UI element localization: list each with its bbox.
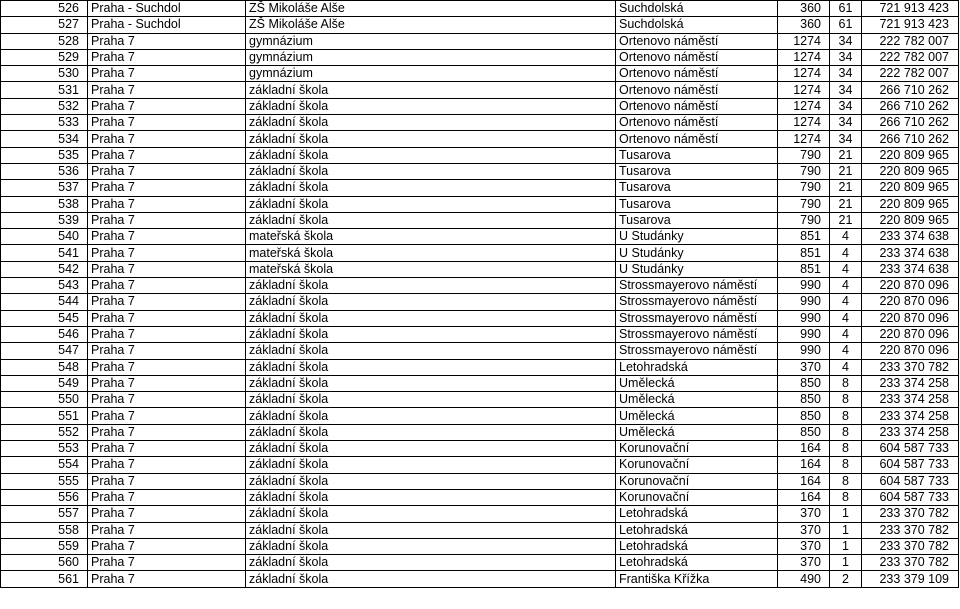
- table-row: [1, 245, 959, 261]
- orientation-number-cell[interactable]: 34: [830, 131, 862, 147]
- orientation-number-cell[interactable]: 34: [830, 66, 862, 82]
- street-cell[interactable]: U Studánky: [616, 245, 778, 261]
- row-number-cell[interactable]: 558: [1, 522, 88, 538]
- school-type-cell[interactable]: základní škola: [246, 522, 616, 538]
- district-cell[interactable]: Praha 7: [88, 424, 246, 440]
- school-type-cell[interactable]: základní škola: [246, 375, 616, 391]
- house-number-cell[interactable]: 851: [778, 261, 830, 277]
- table-row: [1, 212, 959, 228]
- school-type-cell[interactable]: základní škola: [246, 538, 616, 554]
- house-number-cell[interactable]: 164: [778, 441, 830, 457]
- phone-cell[interactable]: 604 587 733: [862, 441, 959, 457]
- phone-cell[interactable]: 721 913 423: [862, 1, 959, 17]
- street-cell[interactable]: Letohradská: [616, 538, 778, 554]
- house-number-cell[interactable]: 990: [778, 310, 830, 326]
- district-cell[interactable]: Praha 7: [88, 441, 246, 457]
- orientation-number-cell[interactable]: 4: [830, 229, 862, 245]
- street-cell[interactable]: Tusarova: [616, 212, 778, 228]
- orientation-number-cell[interactable]: 34: [830, 33, 862, 49]
- street-cell[interactable]: Ortenovo náměstí: [616, 49, 778, 65]
- house-number-cell[interactable]: 164: [778, 489, 830, 505]
- street-cell[interactable]: Umělecká: [616, 424, 778, 440]
- district-cell[interactable]: Praha 7: [88, 229, 246, 245]
- district-cell[interactable]: Praha 7: [88, 310, 246, 326]
- school-type-cell[interactable]: ZŠ Mikoláše Alše: [246, 1, 616, 17]
- row-number-cell[interactable]: 529: [1, 49, 88, 65]
- row-number-cell[interactable]: 530: [1, 66, 88, 82]
- orientation-number-cell[interactable]: 8: [830, 424, 862, 440]
- school-type-cell[interactable]: základní škola: [246, 98, 616, 114]
- district-cell[interactable]: Praha 7: [88, 522, 246, 538]
- house-number-cell[interactable]: 164: [778, 457, 830, 473]
- street-cell[interactable]: Strossmayerovo náměstí: [616, 278, 778, 294]
- district-cell[interactable]: Praha 7: [88, 163, 246, 179]
- orientation-number-cell[interactable]: 4: [830, 359, 862, 375]
- street-cell[interactable]: Strossmayerovo náměstí: [616, 326, 778, 342]
- school-type-cell[interactable]: základní škola: [246, 506, 616, 522]
- school-type-cell[interactable]: základní škola: [246, 326, 616, 342]
- table-row: [1, 375, 959, 391]
- district-cell[interactable]: Praha 7: [88, 131, 246, 147]
- phone-cell[interactable]: 233 374 258: [862, 424, 959, 440]
- street-cell[interactable]: Korunovační: [616, 473, 778, 489]
- row-number-cell[interactable]: 540: [1, 229, 88, 245]
- house-number-cell[interactable]: 990: [778, 278, 830, 294]
- district-cell[interactable]: Praha 7: [88, 115, 246, 131]
- row-number-cell[interactable]: 543: [1, 278, 88, 294]
- district-cell[interactable]: Praha 7: [88, 571, 246, 587]
- phone-cell[interactable]: 220 870 096: [862, 310, 959, 326]
- house-number-cell[interactable]: 1274: [778, 66, 830, 82]
- street-cell[interactable]: Ortenovo náměstí: [616, 131, 778, 147]
- phone-cell[interactable]: 604 587 733: [862, 489, 959, 505]
- house-number-cell[interactable]: 790: [778, 212, 830, 228]
- school-type-cell[interactable]: mateřská škola: [246, 261, 616, 277]
- phone-cell[interactable]: 220 870 096: [862, 278, 959, 294]
- district-cell[interactable]: Praha 7: [88, 66, 246, 82]
- row-number-cell[interactable]: 538: [1, 196, 88, 212]
- orientation-number-cell[interactable]: 34: [830, 82, 862, 98]
- district-cell[interactable]: Praha 7: [88, 359, 246, 375]
- district-cell[interactable]: Praha 7: [88, 392, 246, 408]
- district-cell[interactable]: Praha 7: [88, 147, 246, 163]
- row-number-cell[interactable]: 547: [1, 343, 88, 359]
- district-cell[interactable]: Praha 7: [88, 196, 246, 212]
- table-row: [1, 310, 959, 326]
- street-cell[interactable]: Tusarova: [616, 163, 778, 179]
- district-cell[interactable]: Praha 7: [88, 489, 246, 505]
- house-number-cell[interactable]: 790: [778, 180, 830, 196]
- row-number-cell[interactable]: 545: [1, 310, 88, 326]
- house-number-cell[interactable]: 851: [778, 245, 830, 261]
- orientation-number-cell[interactable]: 4: [830, 326, 862, 342]
- table-row: [1, 1, 959, 17]
- table-row: [1, 473, 959, 489]
- phone-cell[interactable]: 233 370 782: [862, 555, 959, 571]
- orientation-number-cell[interactable]: 21: [830, 180, 862, 196]
- row-number-cell[interactable]: 526: [1, 1, 88, 17]
- school-type-cell[interactable]: základní škola: [246, 489, 616, 505]
- row-number-cell[interactable]: 539: [1, 212, 88, 228]
- school-type-cell[interactable]: základní škola: [246, 555, 616, 571]
- street-cell[interactable]: Ortenovo náměstí: [616, 66, 778, 82]
- orientation-number-cell[interactable]: 1: [830, 555, 862, 571]
- table-row: [1, 82, 959, 98]
- district-cell[interactable]: Praha 7: [88, 506, 246, 522]
- house-number-cell[interactable]: 1274: [778, 82, 830, 98]
- row-number-cell[interactable]: 532: [1, 98, 88, 114]
- district-cell[interactable]: Praha 7: [88, 375, 246, 391]
- street-cell[interactable]: U Studánky: [616, 229, 778, 245]
- orientation-number-cell[interactable]: 8: [830, 441, 862, 457]
- street-cell[interactable]: Ortenovo náměstí: [616, 82, 778, 98]
- orientation-number-cell[interactable]: 34: [830, 115, 862, 131]
- phone-cell[interactable]: 266 710 262: [862, 98, 959, 114]
- table-row: [1, 49, 959, 65]
- phone-cell[interactable]: 220 870 096: [862, 343, 959, 359]
- house-number-cell[interactable]: 790: [778, 147, 830, 163]
- school-type-cell[interactable]: gymnázium: [246, 33, 616, 49]
- street-cell[interactable]: U Studánky: [616, 261, 778, 277]
- school-type-cell[interactable]: základní škola: [246, 115, 616, 131]
- district-cell[interactable]: Praha 7: [88, 245, 246, 261]
- district-cell[interactable]: Praha 7: [88, 82, 246, 98]
- school-type-cell[interactable]: gymnázium: [246, 66, 616, 82]
- phone-cell[interactable]: 266 710 262: [862, 82, 959, 98]
- house-number-cell[interactable]: 850: [778, 392, 830, 408]
- school-type-cell[interactable]: základní škola: [246, 457, 616, 473]
- house-number-cell[interactable]: 370: [778, 359, 830, 375]
- district-cell[interactable]: Praha 7: [88, 343, 246, 359]
- house-number-cell[interactable]: 490: [778, 571, 830, 587]
- row-number-cell[interactable]: 560: [1, 555, 88, 571]
- phone-cell[interactable]: 233 374 638: [862, 261, 959, 277]
- phone-cell[interactable]: 222 782 007: [862, 66, 959, 82]
- street-cell[interactable]: Korunovační: [616, 489, 778, 505]
- street-cell[interactable]: Umělecká: [616, 375, 778, 391]
- phone-cell[interactable]: 222 782 007: [862, 49, 959, 65]
- school-type-cell[interactable]: základní škola: [246, 359, 616, 375]
- district-cell[interactable]: Praha 7: [88, 261, 246, 277]
- house-number-cell[interactable]: 990: [778, 294, 830, 310]
- district-cell[interactable]: Praha 7: [88, 98, 246, 114]
- house-number-cell[interactable]: 790: [778, 163, 830, 179]
- orientation-number-cell[interactable]: 8: [830, 489, 862, 505]
- table-row: [1, 131, 959, 147]
- house-number-cell[interactable]: 850: [778, 408, 830, 424]
- row-number-cell[interactable]: 534: [1, 131, 88, 147]
- phone-cell[interactable]: 233 370 782: [862, 506, 959, 522]
- row-number-cell[interactable]: 561: [1, 571, 88, 587]
- phone-cell[interactable]: 266 710 262: [862, 115, 959, 131]
- street-cell[interactable]: Strossmayerovo náměstí: [616, 294, 778, 310]
- district-cell[interactable]: Praha - Suchdol: [88, 1, 246, 17]
- house-number-cell[interactable]: 990: [778, 343, 830, 359]
- house-number-cell[interactable]: 370: [778, 538, 830, 554]
- phone-cell[interactable]: 220 809 965: [862, 163, 959, 179]
- house-number-cell[interactable]: 1274: [778, 115, 830, 131]
- row-number-cell[interactable]: 535: [1, 147, 88, 163]
- table-row: [1, 66, 959, 82]
- school-type-cell[interactable]: základní škola: [246, 392, 616, 408]
- orientation-number-cell[interactable]: 4: [830, 343, 862, 359]
- row-number-cell[interactable]: 555: [1, 473, 88, 489]
- phone-cell[interactable]: 220 809 965: [862, 180, 959, 196]
- street-cell[interactable]: Suchdolská: [616, 1, 778, 17]
- table-row: [1, 17, 959, 33]
- table-row: [1, 278, 959, 294]
- row-number-cell[interactable]: 557: [1, 506, 88, 522]
- orientation-number-cell[interactable]: 4: [830, 261, 862, 277]
- table-row: [1, 147, 959, 163]
- district-cell[interactable]: Praha 7: [88, 326, 246, 342]
- school-type-cell[interactable]: mateřská škola: [246, 229, 616, 245]
- row-number-cell[interactable]: 550: [1, 392, 88, 408]
- orientation-number-cell[interactable]: 8: [830, 375, 862, 391]
- row-number-cell[interactable]: 544: [1, 294, 88, 310]
- district-cell[interactable]: Praha 7: [88, 49, 246, 65]
- district-cell[interactable]: Praha 7: [88, 33, 246, 49]
- row-number-cell[interactable]: 548: [1, 359, 88, 375]
- orientation-number-cell[interactable]: 2: [830, 571, 862, 587]
- table-row: [1, 441, 959, 457]
- phone-cell[interactable]: 233 374 638: [862, 245, 959, 261]
- district-cell[interactable]: Praha 7: [88, 408, 246, 424]
- district-cell[interactable]: Praha 7: [88, 212, 246, 228]
- district-cell[interactable]: Praha 7: [88, 180, 246, 196]
- table-row: [1, 424, 959, 440]
- orientation-number-cell[interactable]: 4: [830, 294, 862, 310]
- school-type-cell[interactable]: základní škola: [246, 147, 616, 163]
- street-cell[interactable]: Tusarova: [616, 196, 778, 212]
- phone-cell[interactable]: 233 374 258: [862, 375, 959, 391]
- orientation-number-cell[interactable]: 8: [830, 457, 862, 473]
- phone-cell[interactable]: 220 870 096: [862, 294, 959, 310]
- street-cell[interactable]: Letohradská: [616, 359, 778, 375]
- district-cell[interactable]: Praha 7: [88, 473, 246, 489]
- row-number-cell[interactable]: 541: [1, 245, 88, 261]
- district-cell[interactable]: Praha 7: [88, 278, 246, 294]
- row-number-cell[interactable]: 553: [1, 441, 88, 457]
- phone-cell[interactable]: 604 587 733: [862, 457, 959, 473]
- school-type-cell[interactable]: základní škola: [246, 473, 616, 489]
- row-number-cell[interactable]: 527: [1, 17, 88, 33]
- orientation-number-cell[interactable]: 8: [830, 392, 862, 408]
- school-type-cell[interactable]: základní škola: [246, 278, 616, 294]
- street-cell[interactable]: Ortenovo náměstí: [616, 98, 778, 114]
- house-number-cell[interactable]: 370: [778, 506, 830, 522]
- school-type-cell[interactable]: základní škola: [246, 424, 616, 440]
- school-type-cell[interactable]: základní škola: [246, 180, 616, 196]
- table-row: [1, 33, 959, 49]
- row-number-cell[interactable]: 528: [1, 33, 88, 49]
- street-cell[interactable]: Korunovační: [616, 441, 778, 457]
- phone-cell[interactable]: 220 809 965: [862, 212, 959, 228]
- row-number-cell[interactable]: 533: [1, 115, 88, 131]
- house-number-cell[interactable]: 1274: [778, 33, 830, 49]
- row-number-cell[interactable]: 556: [1, 489, 88, 505]
- school-type-cell[interactable]: základní škola: [246, 196, 616, 212]
- house-number-cell[interactable]: 370: [778, 555, 830, 571]
- phone-cell[interactable]: 233 370 782: [862, 359, 959, 375]
- school-type-cell[interactable]: základní škola: [246, 408, 616, 424]
- school-type-cell[interactable]: základní škola: [246, 82, 616, 98]
- house-number-cell[interactable]: 370: [778, 522, 830, 538]
- street-cell[interactable]: Umělecká: [616, 408, 778, 424]
- phone-cell[interactable]: 233 370 782: [862, 522, 959, 538]
- orientation-number-cell[interactable]: 21: [830, 163, 862, 179]
- orientation-number-cell[interactable]: 34: [830, 49, 862, 65]
- school-type-cell[interactable]: základní škola: [246, 294, 616, 310]
- table-row: [1, 180, 959, 196]
- district-cell[interactable]: Praha - Suchdol: [88, 17, 246, 33]
- table-row: [1, 392, 959, 408]
- phone-cell[interactable]: 220 809 965: [862, 147, 959, 163]
- orientation-number-cell[interactable]: 61: [830, 17, 862, 33]
- row-number-cell[interactable]: 536: [1, 163, 88, 179]
- table-row: [1, 489, 959, 505]
- table-row: [1, 196, 959, 212]
- orientation-number-cell[interactable]: 4: [830, 278, 862, 294]
- school-type-cell[interactable]: základní škola: [246, 441, 616, 457]
- house-number-cell[interactable]: 164: [778, 473, 830, 489]
- phone-cell[interactable]: 233 379 109: [862, 571, 959, 587]
- phone-cell[interactable]: 222 782 007: [862, 33, 959, 49]
- table-row: [1, 359, 959, 375]
- row-number-cell[interactable]: 537: [1, 180, 88, 196]
- street-cell[interactable]: Ortenovo náměstí: [616, 115, 778, 131]
- street-cell[interactable]: Letohradská: [616, 555, 778, 571]
- orientation-number-cell[interactable]: 1: [830, 538, 862, 554]
- table-row: [1, 294, 959, 310]
- district-cell[interactable]: Praha 7: [88, 555, 246, 571]
- phone-cell[interactable]: 233 374 258: [862, 392, 959, 408]
- school-type-cell[interactable]: základní škola: [246, 131, 616, 147]
- table-row: [1, 115, 959, 131]
- street-cell[interactable]: Františka Křížka: [616, 571, 778, 587]
- house-number-cell[interactable]: 850: [778, 424, 830, 440]
- district-cell[interactable]: Praha 7: [88, 457, 246, 473]
- table-row: [1, 506, 959, 522]
- phone-cell[interactable]: 233 374 638: [862, 229, 959, 245]
- table-row: [1, 261, 959, 277]
- orientation-number-cell[interactable]: 8: [830, 473, 862, 489]
- orientation-number-cell[interactable]: 1: [830, 522, 862, 538]
- school-type-cell[interactable]: základní škola: [246, 212, 616, 228]
- school-type-cell[interactable]: základní škola: [246, 571, 616, 587]
- orientation-number-cell[interactable]: 21: [830, 196, 862, 212]
- table-row: [1, 98, 959, 114]
- street-cell[interactable]: Strossmayerovo náměstí: [616, 310, 778, 326]
- phone-cell[interactable]: 266 710 262: [862, 131, 959, 147]
- street-cell[interactable]: Korunovační: [616, 457, 778, 473]
- phone-cell[interactable]: 220 809 965: [862, 196, 959, 212]
- street-cell[interactable]: Tusarova: [616, 180, 778, 196]
- table-row: [1, 538, 959, 554]
- table-row: [1, 457, 959, 473]
- row-number-cell[interactable]: 531: [1, 82, 88, 98]
- house-number-cell[interactable]: 1274: [778, 49, 830, 65]
- orientation-number-cell[interactable]: 8: [830, 408, 862, 424]
- school-type-cell[interactable]: gymnázium: [246, 49, 616, 65]
- school-type-cell[interactable]: základní škola: [246, 163, 616, 179]
- school-type-cell[interactable]: mateřská škola: [246, 245, 616, 261]
- house-number-cell[interactable]: 850: [778, 375, 830, 391]
- row-number-cell[interactable]: 551: [1, 408, 88, 424]
- street-cell[interactable]: Ortenovo náměstí: [616, 33, 778, 49]
- house-number-cell[interactable]: 851: [778, 229, 830, 245]
- house-number-cell[interactable]: 1274: [778, 98, 830, 114]
- table-body: [1, 1, 959, 588]
- phone-cell[interactable]: 604 587 733: [862, 473, 959, 489]
- table-row: [1, 522, 959, 538]
- table-row: [1, 343, 959, 359]
- orientation-number-cell[interactable]: 34: [830, 98, 862, 114]
- house-number-cell[interactable]: 360: [778, 1, 830, 17]
- street-cell[interactable]: Letohradská: [616, 506, 778, 522]
- orientation-number-cell[interactable]: 21: [830, 212, 862, 228]
- table-row: [1, 571, 959, 587]
- house-number-cell[interactable]: 1274: [778, 131, 830, 147]
- house-number-cell[interactable]: 990: [778, 326, 830, 342]
- street-cell[interactable]: Strossmayerovo náměstí: [616, 343, 778, 359]
- phone-cell[interactable]: 721 913 423: [862, 17, 959, 33]
- district-cell[interactable]: Praha 7: [88, 538, 246, 554]
- orientation-number-cell[interactable]: 21: [830, 147, 862, 163]
- house-number-cell[interactable]: 790: [778, 196, 830, 212]
- street-cell[interactable]: Letohradská: [616, 522, 778, 538]
- house-number-cell[interactable]: 360: [778, 17, 830, 33]
- district-cell[interactable]: Praha 7: [88, 294, 246, 310]
- orientation-number-cell[interactable]: 61: [830, 1, 862, 17]
- table-row: [1, 163, 959, 179]
- row-number-cell[interactable]: 554: [1, 457, 88, 473]
- school-type-cell[interactable]: ZŠ Mikoláše Alše: [246, 17, 616, 33]
- row-number-cell[interactable]: 559: [1, 538, 88, 554]
- table-row: [1, 408, 959, 424]
- phone-cell[interactable]: 233 374 258: [862, 408, 959, 424]
- phone-cell[interactable]: 233 370 782: [862, 538, 959, 554]
- street-cell[interactable]: Suchdolská: [616, 17, 778, 33]
- school-type-cell[interactable]: základní škola: [246, 343, 616, 359]
- orientation-number-cell[interactable]: 4: [830, 245, 862, 261]
- school-type-cell[interactable]: základní škola: [246, 310, 616, 326]
- orientation-number-cell[interactable]: 1: [830, 506, 862, 522]
- row-number-cell[interactable]: 552: [1, 424, 88, 440]
- row-number-cell[interactable]: 549: [1, 375, 88, 391]
- table-row: [1, 326, 959, 342]
- row-number-cell[interactable]: 542: [1, 261, 88, 277]
- street-cell[interactable]: Umělecká: [616, 392, 778, 408]
- orientation-number-cell[interactable]: 4: [830, 310, 862, 326]
- table-row: [1, 555, 959, 571]
- street-cell[interactable]: Tusarova: [616, 147, 778, 163]
- phone-cell[interactable]: 220 870 096: [862, 326, 959, 342]
- table-row: [1, 229, 959, 245]
- row-number-cell[interactable]: 546: [1, 326, 88, 342]
